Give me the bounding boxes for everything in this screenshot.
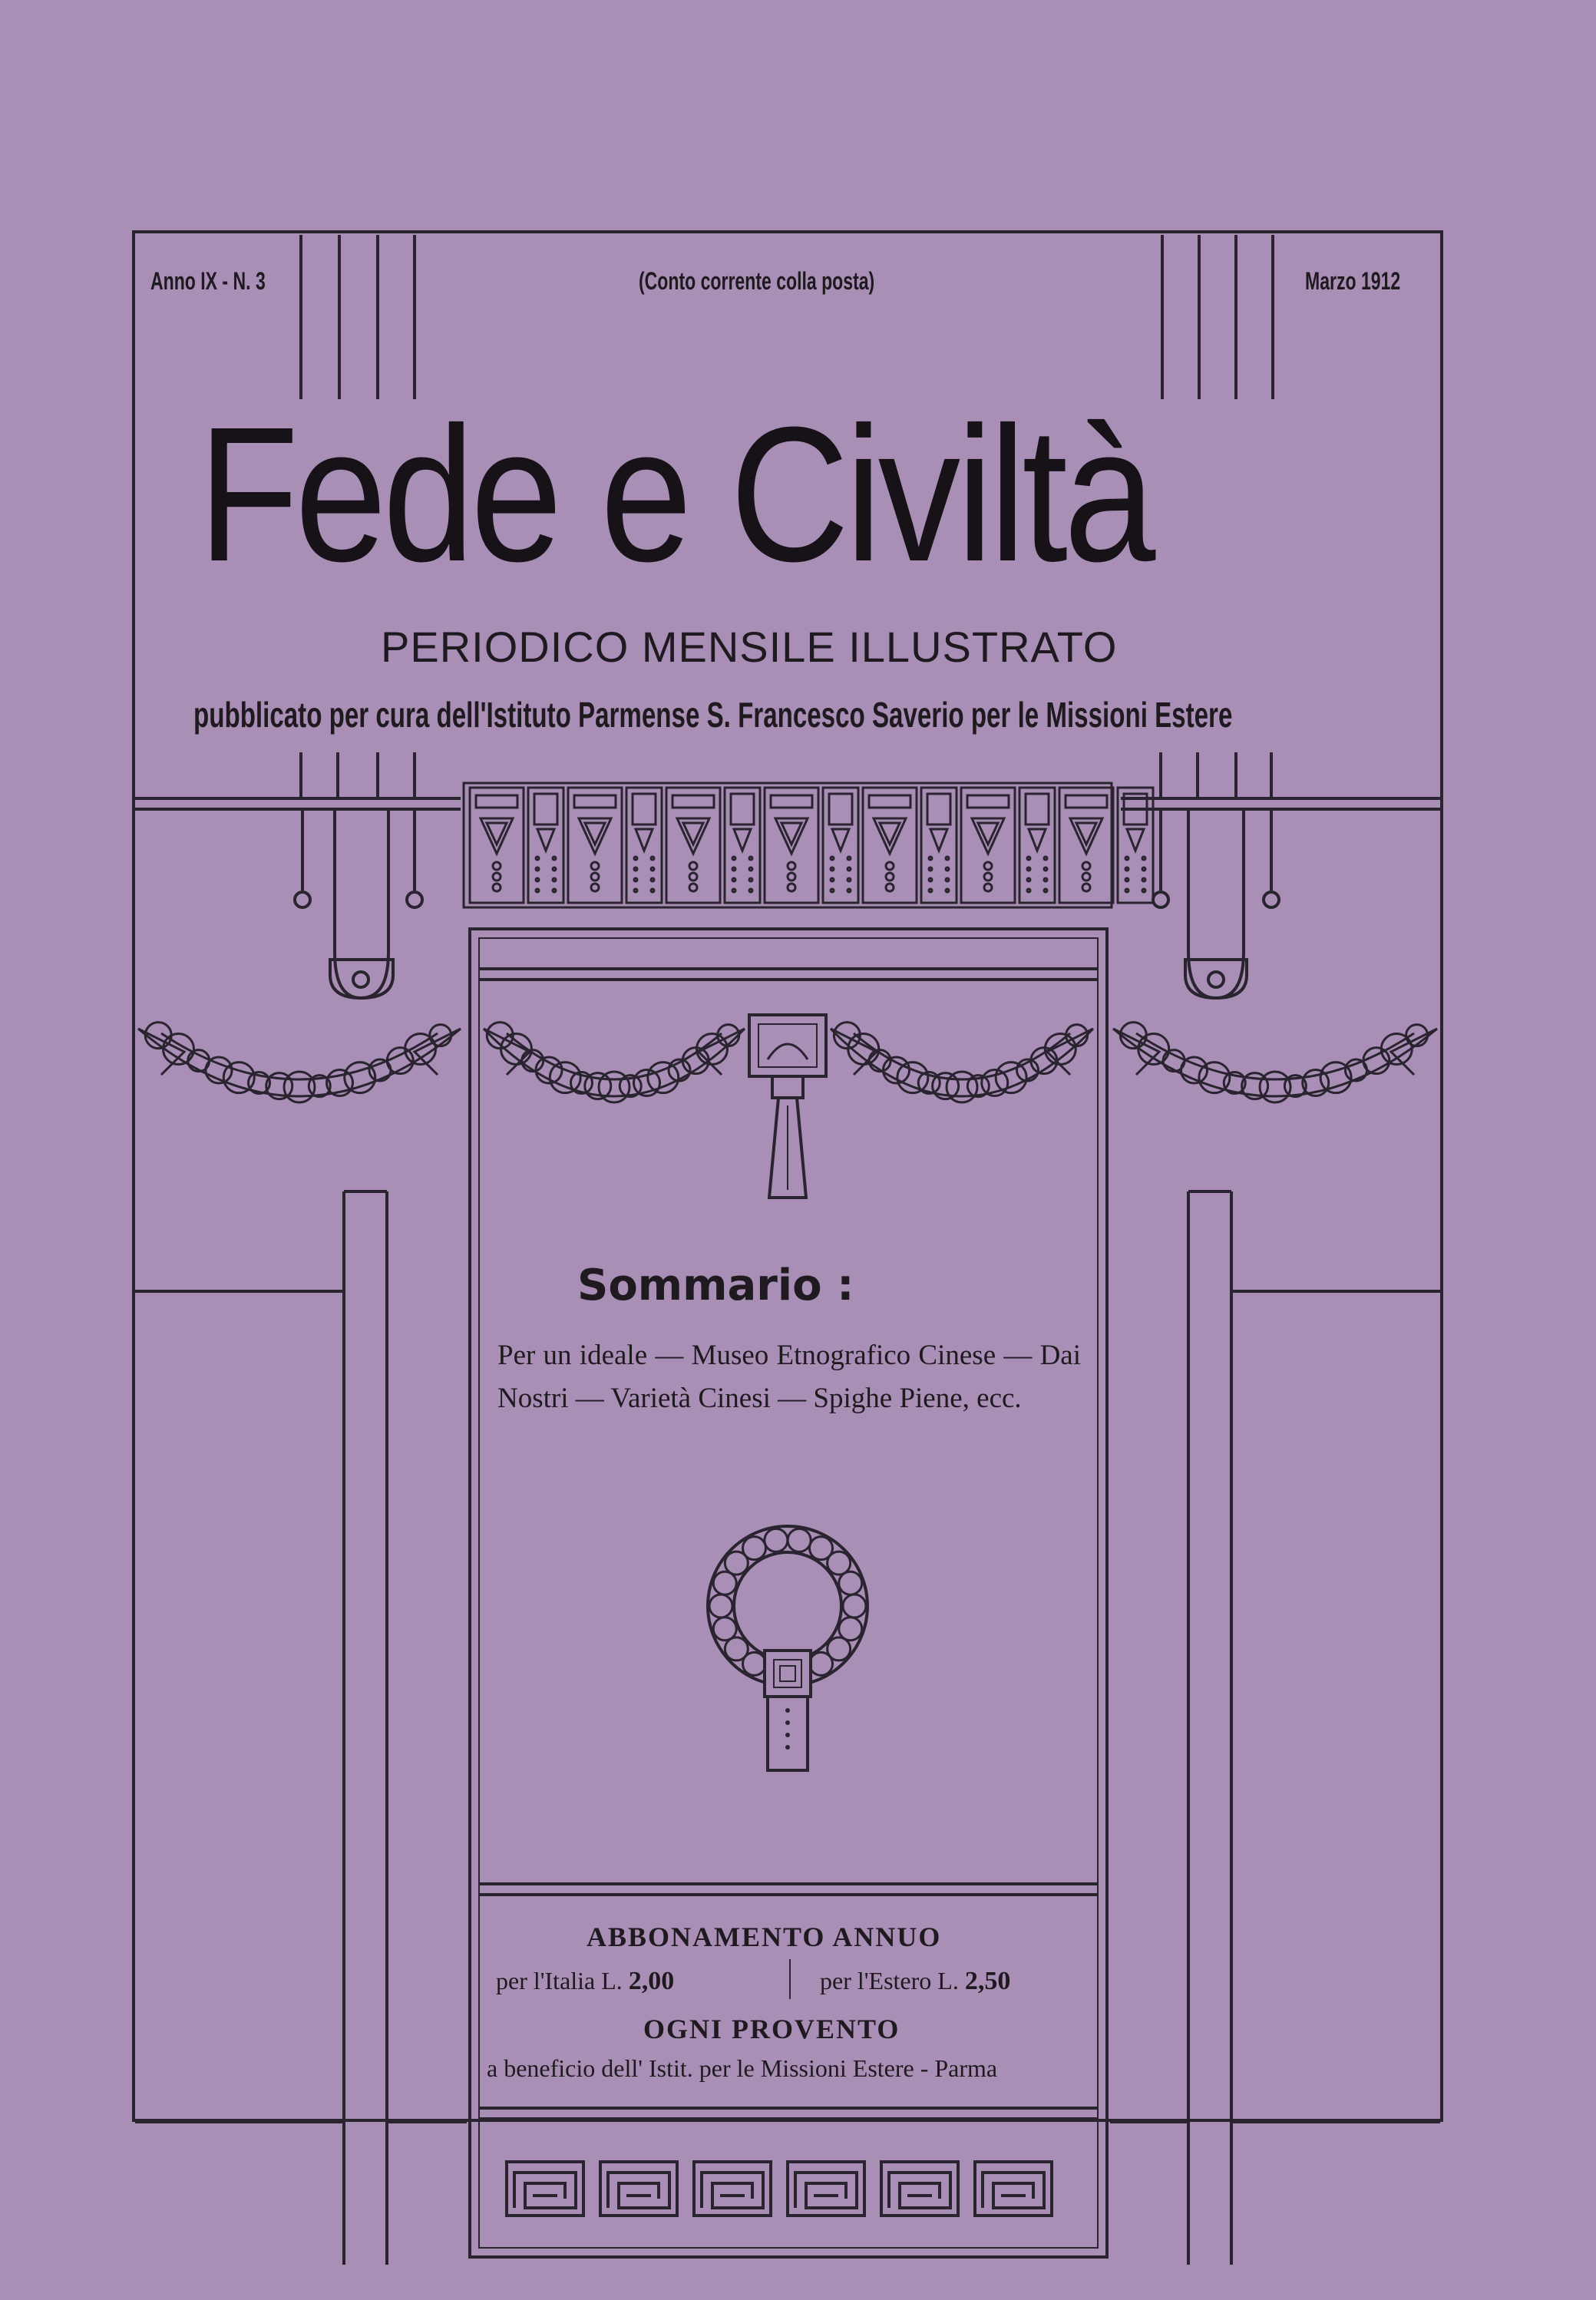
sommario-text: Per un ideale — Museo Etnografico Cinese — Dai Nostri — Varietà Cinesi — Spighe Piene, ecc. [497, 1340, 1081, 1414]
sommario-heading: Sommario : [577, 1261, 854, 1310]
beneficiary-line: a beneficio dell' Istit. per le Missioni Estere - Parma [487, 2054, 998, 2082]
issue-date: Marzo 1912 [1305, 267, 1401, 295]
subscription-heading: ABBONAMENTO ANNUO [587, 1922, 942, 1952]
publisher-line: pubblicato per cura dell'Istituto Parmense S. Francesco Saverio per le Missioni Estere [193, 695, 1233, 735]
postal-note: (Conto corrente colla posta) [639, 267, 875, 295]
magazine-title: Fede e Civiltà [198, 387, 1152, 601]
price-italy-value: 2,00 [628, 1967, 675, 1995]
issue-number: Anno IX - N. 3 [150, 267, 266, 295]
price-abroad-value: 2,50 [964, 1967, 1011, 1995]
proceeds-heading: OGNI PROVENTO [643, 2014, 900, 2044]
price-italy-label: per l'Italia L. [496, 1967, 623, 1994]
magazine-subtitle: PERIODICO MENSILE ILLUSTRATO [381, 623, 1118, 671]
price-abroad-label: per l'Estero L. [820, 1967, 959, 1994]
